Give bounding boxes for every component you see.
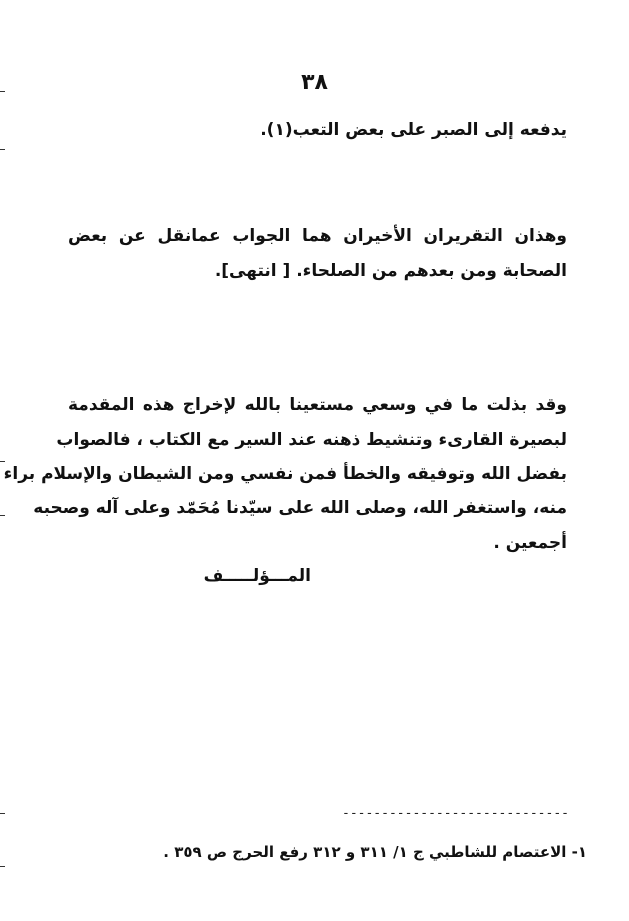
paragraph-3-line-1: وقد بذلت ما في وسعي مستعينا بالله لإخراج هذه المقدمة: [68, 395, 567, 415]
scan-edge-mark: [0, 515, 5, 516]
paragraph-3-line-5: أجمعين .: [493, 533, 567, 553]
author-signature: المـــؤلـــــف: [203, 566, 311, 586]
footnote: ١- الاعتصام للشاطبي ج ١/ ٣١١ و ٣١٢ رفع الحرج ص ٣٥٩ .: [163, 843, 587, 861]
paragraph-1-line-1: يدفعه إلى الصبر على بعض التعب(١).: [260, 120, 567, 140]
scan-edge-mark: [0, 813, 5, 814]
paragraph-2-line-1: وهذان التقريران الأخيران هما الجواب عمانقل عن بعض: [68, 226, 567, 246]
scan-edge-mark: [0, 866, 5, 867]
paragraph-3-line-2: لبصيرة القارىء وتنشيط ذهنه عند السير مع الكتاب ، فالصواب: [56, 430, 567, 450]
page-number: ٣٨: [301, 70, 328, 95]
scan-edge-mark: [0, 91, 5, 92]
scan-edge-mark: [0, 461, 5, 462]
paragraph-2-line-2: الصحابة ومن بعدهم من الصلحاء. [ انتهى].: [214, 261, 567, 281]
paragraph-3-line-4: منه، واستغفر الله، وصلى الله على سيّدنا مُحَمّد وعلى آله وصحبه: [33, 498, 567, 518]
footnote-separator: -----------------------------: [342, 806, 569, 821]
scan-edge-mark: [0, 149, 5, 150]
paragraph-3-line-3: بفضل الله وتوفيقه والخطأ فمن نفسي ومن الشيطان والإسلام براء: [3, 464, 567, 484]
